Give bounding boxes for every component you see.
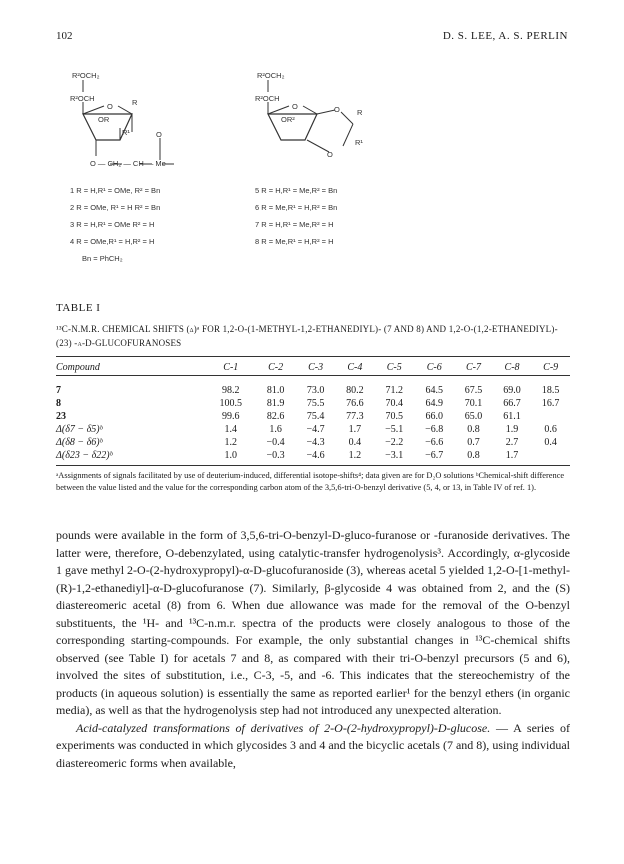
- cell: 1.0: [224, 450, 238, 461]
- structure-right-bonds: [255, 68, 425, 180]
- definition-7: 7 R = H,R¹ = Me,R² = H: [255, 220, 334, 229]
- page-number: 102: [56, 30, 73, 42]
- struct-left-ring-oxygen: O: [107, 102, 113, 111]
- table-row: [56, 449, 570, 462]
- cell: 65.0: [464, 411, 483, 422]
- cell: −6.7: [425, 450, 444, 461]
- definition-5: 5 R = H,R¹ = Me,R² = Bn: [255, 186, 338, 195]
- cell: −4.6: [306, 450, 325, 461]
- struct-right-r: R: [357, 108, 363, 117]
- definitions-left: [70, 182, 160, 267]
- table-footnote: ᵃAssignments of signals facilitated by use of deuterium-induced, differential isotope-shifts⁴; data given are for D₂O solutions ᵇChemical-shift difference between the value listed and the value for the corresponding carbon atom of the 3,5,6-tri-O-benzyl derivative (5, 4, or 13, in Table IV of ref. 1).: [56, 471, 565, 492]
- cell: 73.0: [306, 385, 325, 396]
- cell: 99.6: [222, 411, 240, 422]
- cell: −0.4: [266, 437, 285, 448]
- col-c4: C-4: [347, 362, 363, 373]
- cell: 1.2: [224, 437, 238, 448]
- table-row: [56, 436, 570, 449]
- cell: 82.6: [266, 411, 285, 422]
- col-c5: C-5: [386, 362, 402, 373]
- cell: 18.5: [541, 385, 560, 396]
- table-bottom-rule: [56, 465, 570, 466]
- cell: 100.5: [219, 398, 243, 409]
- cell: 1.9: [505, 424, 519, 435]
- definition-2: 2 R = OMe, R¹ = H R² = Bn: [70, 203, 161, 212]
- col-compound: Compound: [56, 362, 100, 373]
- table-top-rule: [56, 356, 570, 357]
- cell: 67.5: [464, 385, 483, 396]
- col-c9: C-9: [543, 362, 559, 373]
- cell: 16.7: [541, 398, 560, 409]
- table-row: [56, 397, 570, 410]
- cell: 66.7: [503, 398, 521, 409]
- cell: 0.4: [544, 437, 557, 448]
- page-header: [56, 30, 568, 46]
- row-compound: Δ(δ7 − δ5)ᵇ: [56, 424, 103, 435]
- struct-right-r1: R¹: [355, 138, 363, 147]
- section-heading: Acid-catalyzed transformations of derivatives of 2-O-(2-hydroxypropyl)-D-glucose.: [76, 720, 491, 735]
- struct-right-or2: OR²: [281, 115, 295, 124]
- cell: 64.9: [425, 398, 443, 409]
- col-c6: C-6: [426, 362, 442, 373]
- cell: 76.6: [346, 398, 364, 409]
- col-c8: C-8: [504, 362, 520, 373]
- paragraph-2: [56, 720, 570, 773]
- definition-bn: Bn = PhCH₂: [82, 254, 123, 263]
- structure-right: [255, 68, 425, 180]
- cell: −2.2: [385, 437, 404, 448]
- cell: 1.6: [269, 424, 282, 435]
- running-head-authors: D. S. LEE, A. S. PERLIN: [442, 30, 568, 42]
- table-row: [56, 384, 570, 397]
- struct-left-r2och2: R²OCH₂: [72, 71, 100, 80]
- cell: −6.6: [425, 437, 444, 448]
- paragraph-1: pounds were available in the form of 3,5,6-tri-O-benzyl-D-gluco-furanose or -furanoside derivatives. The latter were, therefore, O-debenzylated, using catalytic-transfer hydrogenolysis³. Accordingly, α-glycoside 1 gave methyl 2-O-(2-hydroxypropyl)-α-D-glucofuranoside (3), whereas acetal 5 yielded 1,2-O-[1-methyl-(R)-1,2-ethanediyl]-α-D-glucofuranose (7). Similarly, β-glycoside 4 was obtained from 2, and the (S) diastereomeric acetal (8) from 6. When due allowance was made for the removal of the O-benzyl substituents, the ¹H- and ¹³C-n.m.r. spectra of the products were closely analogous to those of the corresponding starting-compounds. For example, the only substantial changes in ¹³C-chemical shifts observed (see Table I) for acetals 7 and 8, as compared with their tri-O-benzyl precursors (5 and 6), involved the sites of substitution, i.e., C-3, -5, and -6. This indicates that the stereochemistry of the products (in aqueous solution) is essentially the same as reported earlier¹ for the benzyl ethers (in organic media), as well as that the hydrogenolysis step had not introduced any unexpected alteration.: [56, 528, 570, 717]
- cell: 70.1: [464, 398, 483, 409]
- cell: 81.0: [266, 385, 285, 396]
- definition-6: 6 R = Me,R¹ = H,R² = Bn: [255, 203, 338, 212]
- body-text: [56, 527, 570, 772]
- cell: 70.5: [385, 411, 403, 422]
- table-title: TABLE I: [56, 302, 101, 314]
- definition-3: 3 R = H,R¹ = OMe R² = H: [70, 220, 155, 229]
- cell: 71.2: [385, 385, 403, 396]
- row-compound: Δ(δ23 − δ22)ᵇ: [56, 450, 113, 461]
- cell: 0.6: [544, 424, 557, 435]
- struct-left-bridge: O — CH₂ — CH — Me: [90, 159, 166, 168]
- cell: 98.2: [222, 385, 240, 396]
- struct-left-o-right: O: [156, 130, 162, 139]
- struct-right-r2och: R²OCH: [255, 94, 280, 103]
- col-c1: C-1: [223, 362, 239, 373]
- definition-4: 4 R = OMe,R¹ = H,R² = H: [70, 237, 155, 246]
- cell: 1.7: [348, 424, 362, 435]
- cell: 77.3: [346, 411, 364, 422]
- cell: −6.8: [425, 424, 444, 435]
- chemical-shift-table: [56, 360, 570, 462]
- cell: −4.7: [306, 424, 325, 435]
- cell: 0.7: [467, 437, 480, 448]
- definitions-right: [255, 182, 337, 250]
- table-caption: ¹³C-N.M.R. CHEMICAL SHIFTS (δ)ᵃ FOR 1,2-O-(1-METHYL-1,2-ETHANEDIYL)- (7 AND 8) AND 1,2-O-(1,2-ETHANEDIYL)- (23) -α-D-GLUCOFURANOSES: [56, 324, 558, 348]
- struct-right-o-right: O: [334, 105, 340, 114]
- cell: 1.2: [348, 450, 362, 461]
- cell: 64.5: [425, 385, 443, 396]
- cell: [531, 410, 570, 423]
- col-c2: C-2: [268, 362, 284, 373]
- cell: −5.1: [385, 424, 404, 435]
- table-row: [56, 423, 570, 436]
- cell: 1.7: [505, 450, 519, 461]
- row-compound: Δ(δ8 − δ6)ᵇ: [56, 437, 103, 448]
- table-header-row: [56, 360, 570, 376]
- table-row: [56, 410, 570, 423]
- cell: 0.8: [467, 450, 480, 461]
- struct-left-r2och: R²OCH: [70, 94, 95, 103]
- cell: 1.4: [224, 424, 238, 435]
- cell: 0.8: [467, 424, 480, 435]
- cell: 66.0: [425, 411, 443, 422]
- struct-left-r1: R¹: [122, 128, 130, 137]
- cell: [531, 449, 570, 462]
- struct-left-or: OR: [98, 115, 110, 124]
- cell: 70.4: [385, 398, 403, 409]
- struct-right-r2och2: R²OCH₂: [257, 71, 285, 80]
- cell: 80.2: [346, 385, 364, 396]
- cell: −0.3: [266, 450, 285, 461]
- cell: 61.1: [503, 411, 521, 422]
- structure-left: [70, 68, 240, 180]
- col-c3: C-3: [308, 362, 324, 373]
- struct-left-r: R: [132, 98, 138, 107]
- paragraph-2-text: — A series of experiments was conducted in which glycosides 3 and 4 and the bicyclic acetals (7 and 8), using individual diastereomeric forms when available,: [56, 720, 570, 770]
- cell: −4.3: [306, 437, 325, 448]
- row-compound: 7: [56, 385, 61, 396]
- cell: 0.4: [348, 437, 362, 448]
- struct-right-o-low: O: [327, 150, 333, 159]
- cell: −3.1: [385, 450, 404, 461]
- cell: 75.5: [306, 398, 325, 409]
- cell: 75.4: [306, 411, 325, 422]
- row-compound: 8: [56, 398, 61, 409]
- cell: 69.0: [503, 385, 521, 396]
- col-c7: C-7: [465, 362, 481, 373]
- definition-8: 8 R = Me,R¹ = H,R² = H: [255, 237, 334, 246]
- struct-right-ring-oxygen: O: [292, 102, 298, 111]
- cell: 81.9: [266, 398, 285, 409]
- row-compound: 23: [56, 411, 66, 422]
- definition-1: 1 R = H,R¹ = OMe, R² = Bn: [70, 186, 161, 195]
- cell: 2.7: [505, 437, 519, 448]
